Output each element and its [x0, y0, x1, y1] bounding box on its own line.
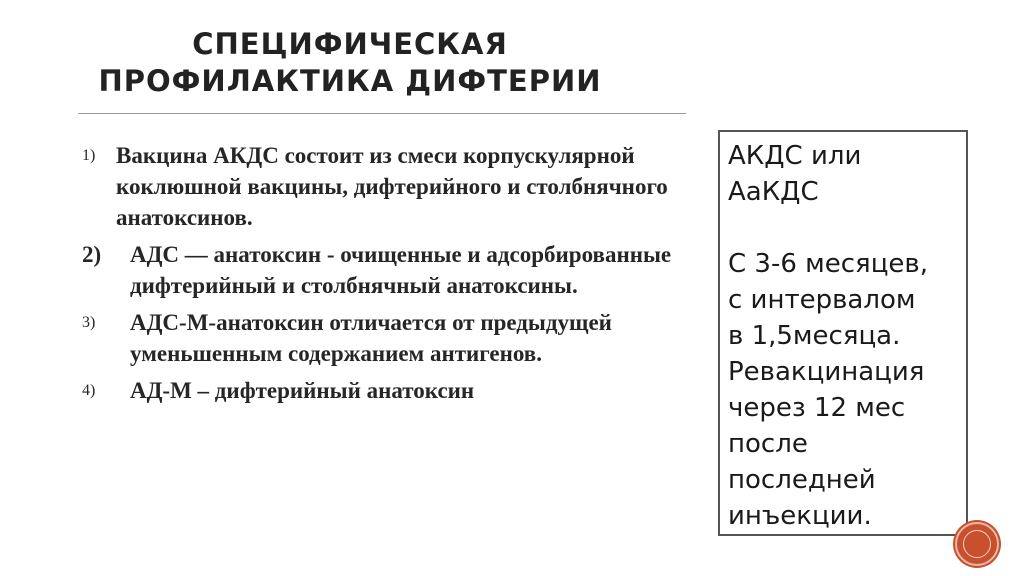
list-text: Вакцина АКДС состоит из смеси корпускулярной коклюшной вакцины, дифтерийного и столбнячного анатоксинов. [116, 143, 668, 230]
note-line: С 3-6 месяцев, [728, 249, 928, 279]
list-text: АДС — анатоксин - очищенные и адсорбированные дифтерийный и столбнячный анатоксины. [130, 242, 672, 298]
list-item [82, 375, 702, 406]
note-line: АаКДС [728, 177, 819, 207]
list-item [82, 239, 702, 301]
note-line: после [728, 429, 808, 459]
list-text: АД-М – дифтерийный анатоксин [130, 378, 475, 403]
list-item [82, 307, 702, 369]
title-line-2: ПРОФИЛАКТИКА ДИФТЕРИИ [98, 64, 602, 98]
list-number: 4) [82, 382, 96, 399]
schedule-note-box [718, 130, 968, 536]
list-number: 1) [82, 147, 96, 164]
note-line: инъекции. [728, 501, 872, 531]
list-number: 3) [82, 314, 96, 331]
title-line-1: СПЕЦИФИЧЕСКАЯ [192, 27, 508, 61]
next-slide-icon[interactable] [955, 522, 999, 566]
list-item [82, 140, 702, 233]
note-line: в 1,5месяца. [728, 321, 901, 351]
list-text: АДС-М-анатоксин отличается от предыдущей уменьшенным содержанием антигенов. [130, 310, 612, 366]
note-line: последней [728, 465, 876, 495]
note-line: через 12 мес [728, 393, 906, 423]
note-line: АКДС или [728, 141, 862, 171]
title-divider [78, 113, 686, 114]
note-line: Ревакцинация [728, 357, 925, 387]
list-number: 2) [82, 242, 102, 267]
slide-title [80, 26, 620, 100]
vaccine-list [82, 140, 702, 412]
note-line: с интервалом [728, 285, 916, 315]
